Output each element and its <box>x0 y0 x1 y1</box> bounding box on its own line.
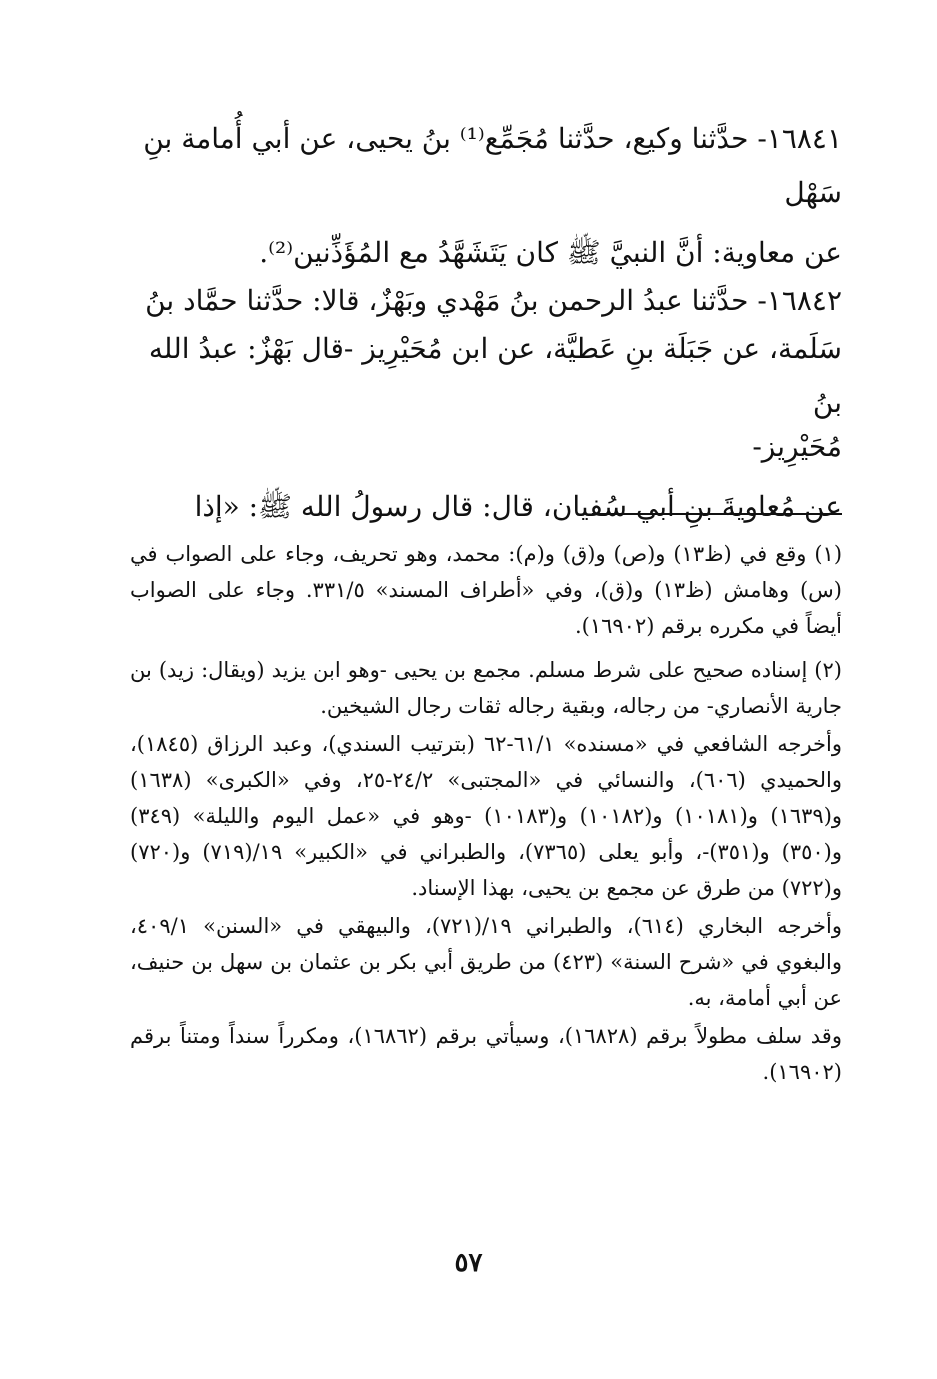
footnote-2: (٢) إسناده صحيح على شرط مسلم. مجمع بن يحيى -وهو ابن يزيد (ويقال: زيد) بن جارية الأنصاري- من رجاله، وبقية رجاله ثقات رجال الشيخين. <box>130 658 842 718</box>
hadith-16842-isnad-line-2: سَلَمة، عن جَبَلَة بنِ عَطيَّة، عن ابن مُحَيْرِيز -قال بَهْزٌ: عبدُ الله بنُ <box>148 332 842 419</box>
hadith-16842-isnad-line-1: ١٦٨٤٢- حدَّثنا عبدُ الرحمن بنُ مَهْدي وبَهْزٌ، قالا: حدَّثنا حمَّاد بنُ <box>145 284 842 317</box>
footnote-2-cross-reference: وقد سلف مطولاً برقم (١٦٨٢٨)، وسيأتي برقم (١٦٨٦٢)، ومكرراً سنداً ومتناً برقم (١٦٩٠٢). <box>130 1024 842 1084</box>
hadith-16841 <box>130 112 842 280</box>
hadith-16841-isnad-line-2: سَهْل <box>784 176 842 209</box>
hadith-16842-isnad-line-3: مُحَيْرِيز- <box>752 430 842 463</box>
hadith-16842-matn: عن مُعاويةَ بنِ أبي سُفيان، قال: قال رسولُ الله ﷺ: «إذا <box>194 490 842 523</box>
hadith-16841-isnad-line-1: ١٦٨٤١- حدَّثنا وكيع، حدَّثنا مُجَمِّع⁽¹⁾ بنُ يحيى، عن أبي أُمامة بنِ <box>143 122 842 155</box>
footnote-2-takhrij-2: وأخرجه البخاري (٦١٤)، والطبراني ١٩/(٧٢١)، والبيهقي في «السنن» ٤٠٩/١، والبغوي في «شرح السنة» (٤٢٣) من طريق أبي بكر بن عثمان بن سهل بن حنيف، عن أبي أمامة، به. <box>130 914 842 1010</box>
footnotes <box>130 536 842 1090</box>
page-number: ٥٧ <box>454 1248 483 1278</box>
hadith-16842 <box>130 274 842 534</box>
hadith-16841-matn: عن معاوية: أنَّ النبيَّ ﷺ كان يَتَشَهَّدُ مع المُؤَذِّنين⁽²⁾. <box>259 236 842 269</box>
footnote-2-takhrij: وأخرجه الشافعي في «مسنده» ٦١/١-٦٢ (بترتيب السندي)، وعبد الرزاق (١٨٤٥)، والحميدي (٦٠٦)، والنسائي في «المجتبى» ٢٤/٢-٢٥، وفي «الكبرى» (١٦٣٨) و(١٦٣٩) و(١٠١٨١) و(١٠١٨٢) و(١٠١٨٣) -وهو في «عمل اليوم والليلة» (٣٤٩) و(٣٥٠) و(٣٥١)-، وأبو يعلى (٧٣٦٥)، والطبراني في «الكبير» ١٩/(٧١٩) و(٧٢٠) و(٧٢٢) من طرق عن مجمع بن يحيى، بهذا الإسناد. <box>130 732 843 900</box>
footnote-divider <box>592 513 842 515</box>
footnote-1: (١) وقع في (ظ١٣) و(ص) و(ق) و(م): محمد، وهو تحريف، وجاء على الصواب في (س) وهامش (ظ١٣) و(ق)، وفي «أطراف المسند» ٣٣١/٥. وجاء على الصواب أيضاً في مكرره برقم (١٦٩٠٢). <box>130 542 843 638</box>
